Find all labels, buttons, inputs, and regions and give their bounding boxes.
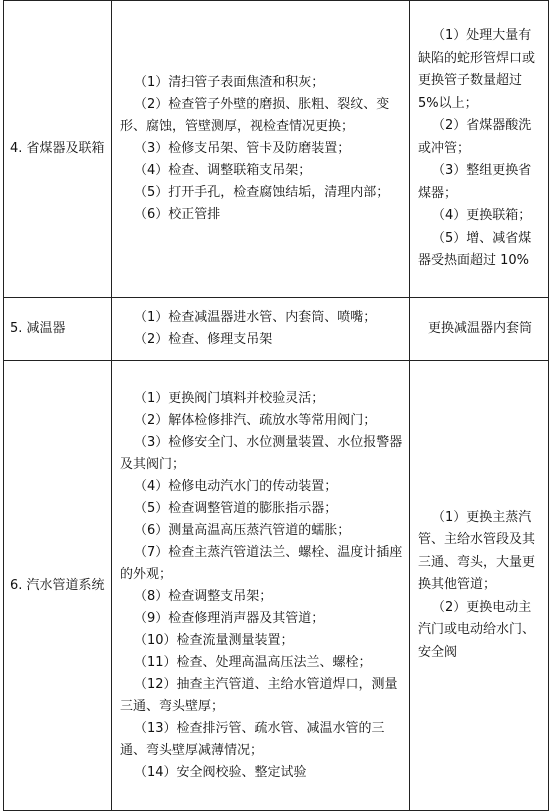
routine-items-list	[112, 388, 409, 784]
equipment-name-cell	[4, 361, 112, 811]
routine-items-cell	[112, 298, 410, 361]
list-item: （1）清扫管子表面焦渣和积灰；	[134, 75, 325, 90]
routine-items-cell	[112, 361, 410, 811]
equipment-name: 6. 汽水管道系统	[10, 577, 105, 593]
list-item: （2）检查管子外壁的磨损、胀粗、裂纹、变形、腐蚀，管壁测厚，视检查情况更换；	[120, 97, 390, 134]
major-items-cell	[410, 1, 549, 298]
table-row	[4, 1, 549, 298]
list-item: （12）抽查主汽管道、主给水管道焊口，测量三通、弯头壁厚；	[120, 676, 398, 714]
list-item: （5）检查调整管道的膨胀指示器；	[134, 500, 338, 516]
equipment-name-cell	[4, 1, 112, 298]
list-item: （2）更换电动主汽门或电动给水门、安全阀	[418, 599, 536, 660]
list-item: （1）更换阀门填料并校验灵活；	[134, 390, 325, 406]
equipment-name-cell	[4, 298, 112, 361]
equipment-name: 5. 减温器	[10, 321, 66, 336]
list-item: （5）增、减省煤器受热面超过 10%	[418, 230, 532, 269]
list-item: （10）检查流量测量装置；	[134, 632, 294, 648]
list-item: （6）测量高温高压蒸汽管道的蠕胀；	[134, 522, 351, 538]
major-items-cell	[410, 298, 549, 361]
table-row	[4, 298, 549, 361]
list-item: （2）解体检修排汽、疏放水等常用阀门；	[134, 412, 377, 428]
major-items-list	[410, 25, 548, 273]
list-item: （13）检查排污管、疏水管、减温水管的三通、弯头壁厚减薄情况；	[120, 720, 385, 758]
list-item: （4）检修电动汽水门的传动装置；	[134, 478, 338, 494]
list-item: （1）更换主蒸汽管、主给水管段及其三通、弯头，大量更换其他管道；	[418, 509, 536, 593]
list-item: （3）整组更换省煤器；	[418, 163, 532, 201]
list-item: （3）检修支吊架、管卡及防磨装置；	[134, 141, 351, 156]
routine-items-list	[112, 307, 409, 351]
routine-items-list	[112, 72, 409, 226]
list-item: （4）检查、调整联箱支吊架；	[134, 163, 312, 178]
major-items-cell	[410, 361, 549, 811]
list-item: （2）检查、修理支吊架	[134, 332, 273, 347]
list-item: （11）检查、处理高温高压法兰、螺栓；	[134, 654, 372, 670]
major-items-list	[410, 318, 548, 341]
major-items-list	[410, 507, 548, 665]
list-item: （2）省煤器酸洗或冲管；	[418, 118, 532, 156]
list-item: （5）打开手孔，检查腐蚀结垢，清理内部；	[134, 185, 390, 200]
list-item: （1）检查减温器进水管、内套筒、喷嘴；	[134, 310, 377, 325]
list-item: （9）检查修理消声器及其管道；	[134, 610, 325, 626]
maintenance-table	[3, 0, 549, 811]
list-item: （6）校正管排	[134, 207, 221, 222]
table-row	[4, 361, 549, 811]
list-item: （4）更换联箱；	[432, 208, 532, 224]
list-item: 更换减温器内套筒	[427, 320, 532, 336]
list-item: （8）检查调整支吊架；	[134, 588, 273, 604]
routine-items-cell	[112, 1, 410, 298]
list-item: （3）检修安全门、水位测量装置、水位报警器及其阀门；	[120, 434, 403, 472]
list-item: （7）检查主蒸汽管道法兰、螺栓、温度计插座的外观；	[120, 544, 403, 582]
list-item: （1）处理大量有缺陷的蛇形管焊口或更换管子数量超过 5%以上；	[418, 28, 536, 111]
list-item: （14）安全阀校验、整定试验	[134, 764, 307, 780]
equipment-name: 4. 省煤器及联箱	[10, 141, 105, 156]
